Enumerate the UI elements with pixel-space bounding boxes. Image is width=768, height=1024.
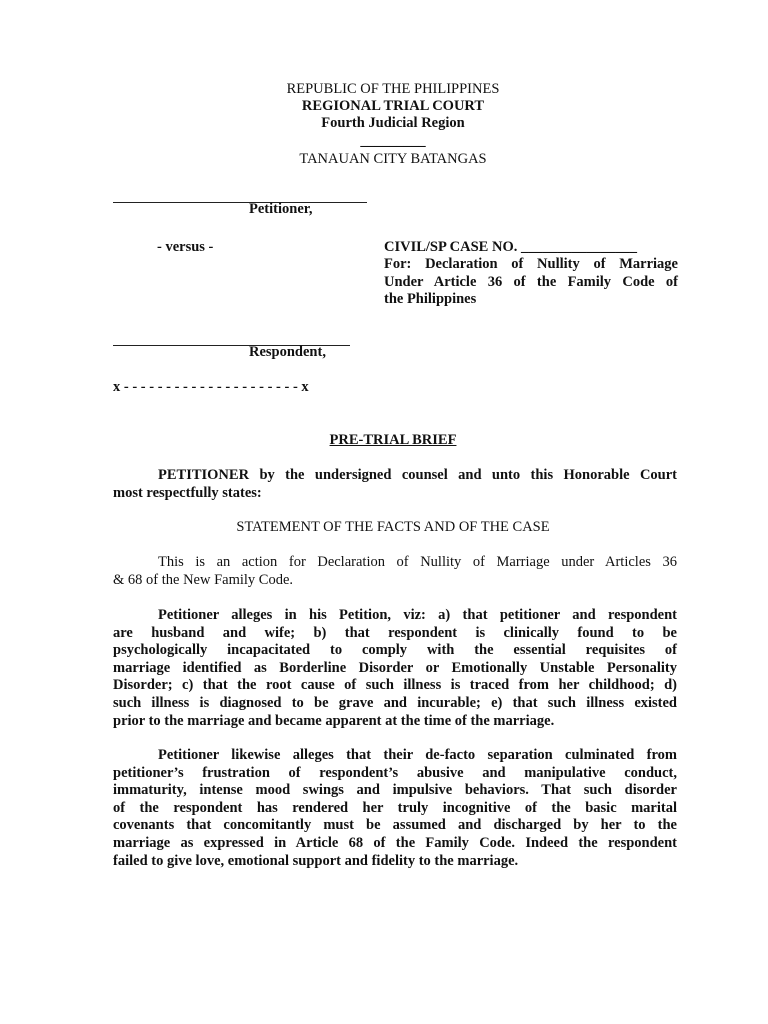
- paragraph-line: failed to give love, emotional support and fidelity to the marriage.: [113, 852, 519, 869]
- facts-paragraph-2: [113, 607, 677, 730]
- paragraph-line: most respectfully states:: [113, 484, 262, 501]
- case-nature-line: the Philippines: [384, 291, 477, 308]
- paragraph-line: such illness is diagnosed to be grave and incurable; e) that such illness existed: [113, 694, 677, 711]
- document-title: PRE-TRIAL BRIEF: [329, 432, 457, 448]
- case-nature: [384, 256, 678, 309]
- paragraph-line: PETITIONER by the undersigned counsel and unto this Honorable Court: [158, 467, 677, 483]
- section-heading: STATEMENT OF THE FACTS AND OF THE CASE: [236, 519, 550, 535]
- header-branch-blank: _________: [360, 133, 426, 149]
- paragraph-line: Petitioner likewise alleges that their de-facto separation culminated from: [158, 747, 677, 763]
- header-city: TANAUAN CITY BATANGAS: [299, 151, 487, 167]
- versus-label: - versus -: [157, 239, 214, 255]
- paragraph-line: of the respondent has rendered her truly incognitive of the basic marital: [113, 799, 677, 816]
- paragraph-line: are husband and wife; b) that respondent is clinically found to be: [113, 624, 677, 641]
- header-region: Fourth Judicial Region: [321, 115, 465, 131]
- paragraph-line: marriage identified as Borderline Disorder or Emotionally Unstable Personality: [113, 659, 677, 676]
- paragraph-line: immaturity, intense mood swings and impulsive behaviors. That such disorder: [113, 782, 677, 799]
- header-republic: REPUBLIC OF THE PHILIPPINES: [286, 81, 500, 97]
- case-number: CIVIL/SP CASE NO. ________________: [384, 239, 637, 255]
- caption-divider: x - - - - - - - - - - - - - - - - - - - - - x: [113, 379, 309, 395]
- header-court: REGIONAL TRIAL COURT: [301, 98, 485, 114]
- facts-paragraph-3: [113, 747, 677, 870]
- case-nature-line: For: Declaration of Nullity of Marriage: [384, 256, 678, 272]
- petitioner-label: Petitioner,: [249, 201, 313, 217]
- facts-paragraph-1: [113, 554, 677, 589]
- petitioner-name-line: [113, 202, 367, 203]
- paragraph-line: marriage as expressed in Article 68 of the Family Code. Indeed the respondent: [113, 834, 677, 851]
- paragraph-line: psychologically incapacitated to comply with the essential requisites of: [113, 642, 677, 659]
- paragraph-line: This is an action for Declaration of Nullity of Marriage under Articles 36: [158, 554, 677, 570]
- paragraph-line: prior to the marriage and became apparent at the time of the marriage.: [113, 712, 555, 729]
- paragraph-line: Petitioner alleges in his Petition, viz: a) that petitioner and respondent: [158, 607, 677, 623]
- paragraph-line: petitioner’s frustration of respondent’s abusive and manipulative conduct,: [113, 764, 677, 781]
- paragraph-line: & 68 of the New Family Code.: [113, 571, 294, 588]
- respondent-label: Respondent,: [249, 344, 326, 360]
- paragraph-line: covenants that concomitantly must be assumed and discharged by her to the: [113, 817, 677, 834]
- paragraph-line: Disorder; c) that the root cause of such illness is traced from her childhood; d): [113, 677, 677, 694]
- case-nature-line: Under Article 36 of the Family Code of: [384, 273, 678, 290]
- intro-paragraph: [113, 467, 677, 502]
